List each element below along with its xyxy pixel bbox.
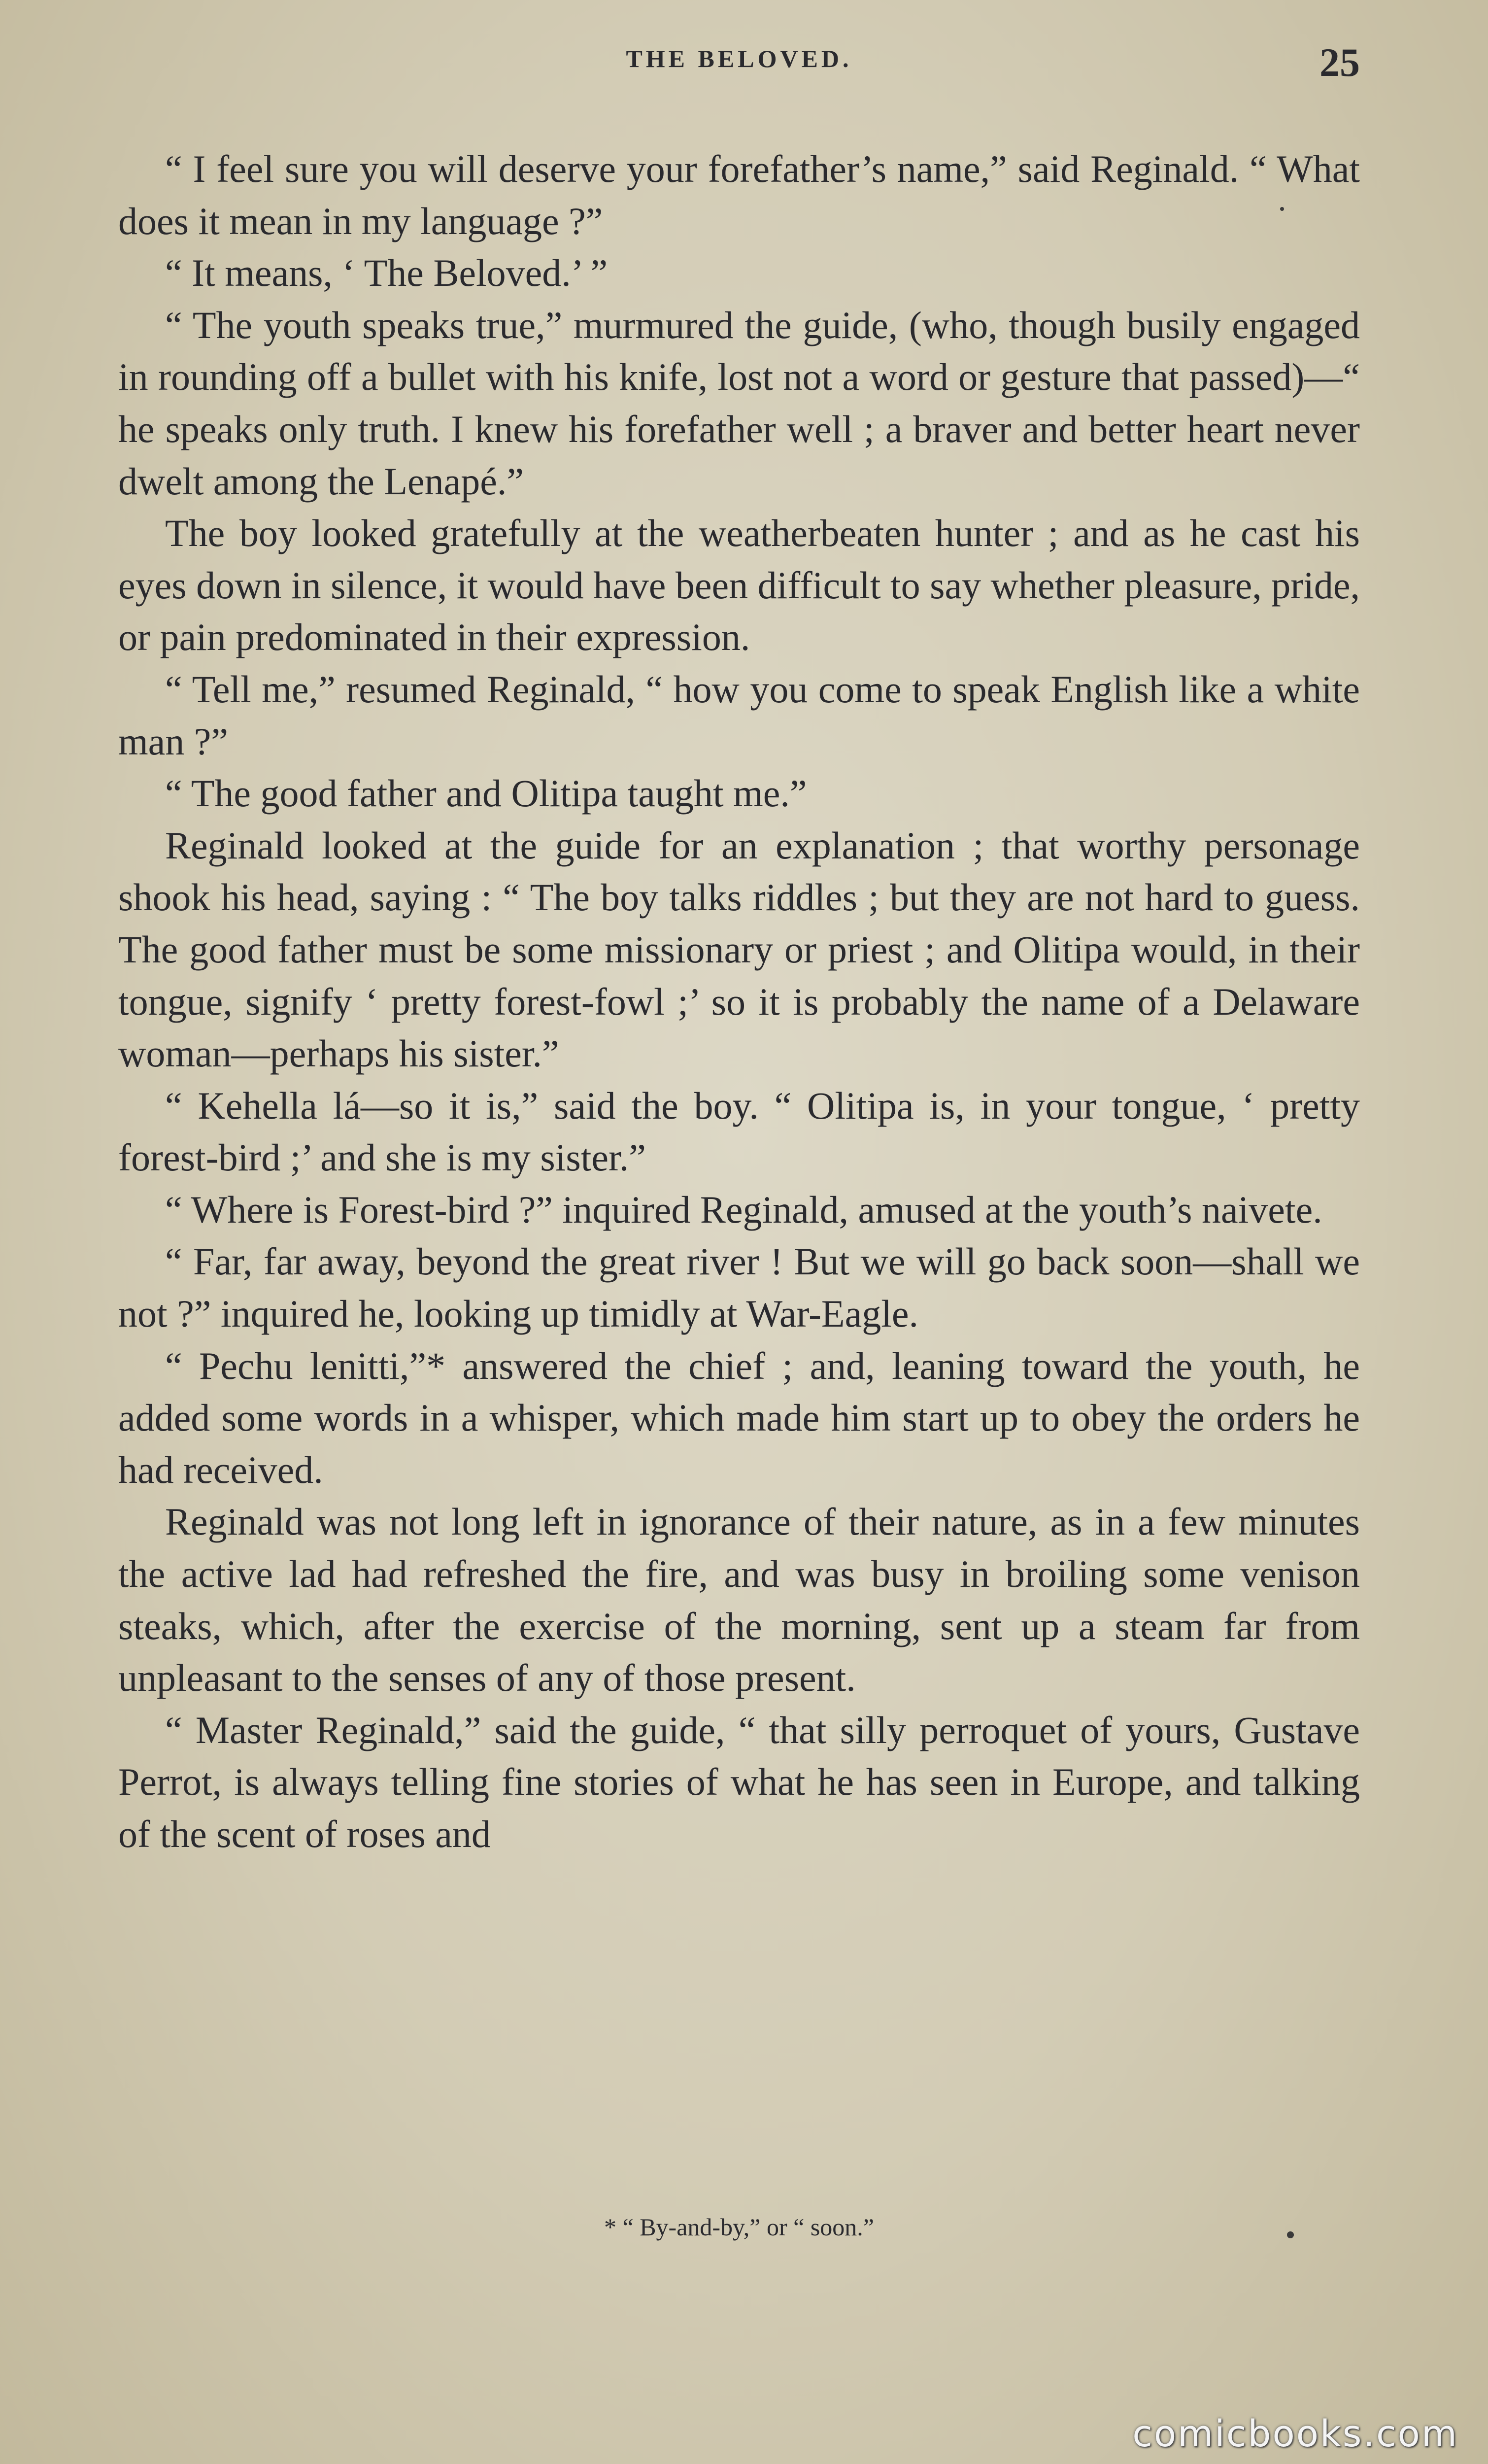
paragraph: Reginald looked at the guide for an explanation ; that worthy personage shook his head, saying : “ The boy talks riddles ; but they are not hard to guess. The good father must be some missionary or priest ; and Olitipa would, in their tongue, signify ‘ pretty forest-fowl ;’ so it is probably the name of a Delaware woman—perhaps his sister.” — [118, 823, 1360, 1075]
running-head: THE BELOVED. — [626, 45, 852, 72]
page-header — [118, 40, 1360, 94]
footnote: * “ By-and-by,” or “ soon.” — [604, 2213, 874, 2241]
paragraph: “ The youth speaks true,” murmured the guide, (who, though busily engaged in rounding off a bullet with his knife, lost not a word or gesture that passed)—“ he speaks only truth. I knew his forefather well ; a braver and better heart never dwelt among the Lenapé.” — [118, 303, 1360, 503]
paragraph: “ The good father and Olitipa taught me.” — [165, 772, 807, 815]
paragraph: “ Master Reginald,” said the guide, “ that silly perroquet of yours, Gustave Perrot, is always telling fine stories of what he has seen in Europe, and talking of the scent of roses and — [118, 1708, 1360, 1855]
watermark: comicbooks.com — [1132, 2413, 1458, 2455]
ink-speck — [1280, 207, 1284, 211]
paragraph: “ I feel sure you will deserve your forefather’s name,” said Reginald. “ What does it mean in my language ?” — [118, 147, 1360, 242]
paragraph: The boy looked gratefully at the weatherbeaten hunter ; and as he cast his eyes down in silence, it would have been difficult to say whether pleasure, pride, or pain predominated in their expression. — [118, 512, 1360, 659]
page-number: 25 — [1319, 40, 1360, 85]
paragraph: “ It means, ‘ The Beloved.’ ” — [165, 251, 608, 295]
paragraph: “ Far, far away, beyond the great river ! But we will go back soon—shall we not ?” inquired he, looking up timidly at War-Eagle. — [118, 1240, 1360, 1335]
body-text — [118, 143, 1360, 1860]
paragraph: “ Tell me,” resumed Reginald, “ how you come to speak English like a white man ?” — [118, 667, 1360, 763]
paragraph: Reginald was not long left in ignorance of their nature, as in a few minutes the active lad had refreshed the fire, and was busy in broiling some venison steaks, which, after the exercise of the morning, sent up a steam far from unpleasant to the senses of any of those present. — [118, 1500, 1360, 1700]
paragraph: “ Pechu lenitti,”* answered the chief ; and, leaning toward the youth, he added some words in a whisper, which made him start up to obey the orders he had received. — [118, 1344, 1360, 1491]
paragraph: “ Where is Forest-bird ?” inquired Reginald, amused at the youth’s naivete. — [165, 1188, 1322, 1231]
paragraph: “ Kehella lá—so it is,” said the boy. “ Olitipa is, in your tongue, ‘ pretty forest-bird ;’ and she is my sister.” — [118, 1084, 1360, 1179]
ink-speck — [1287, 2231, 1294, 2238]
